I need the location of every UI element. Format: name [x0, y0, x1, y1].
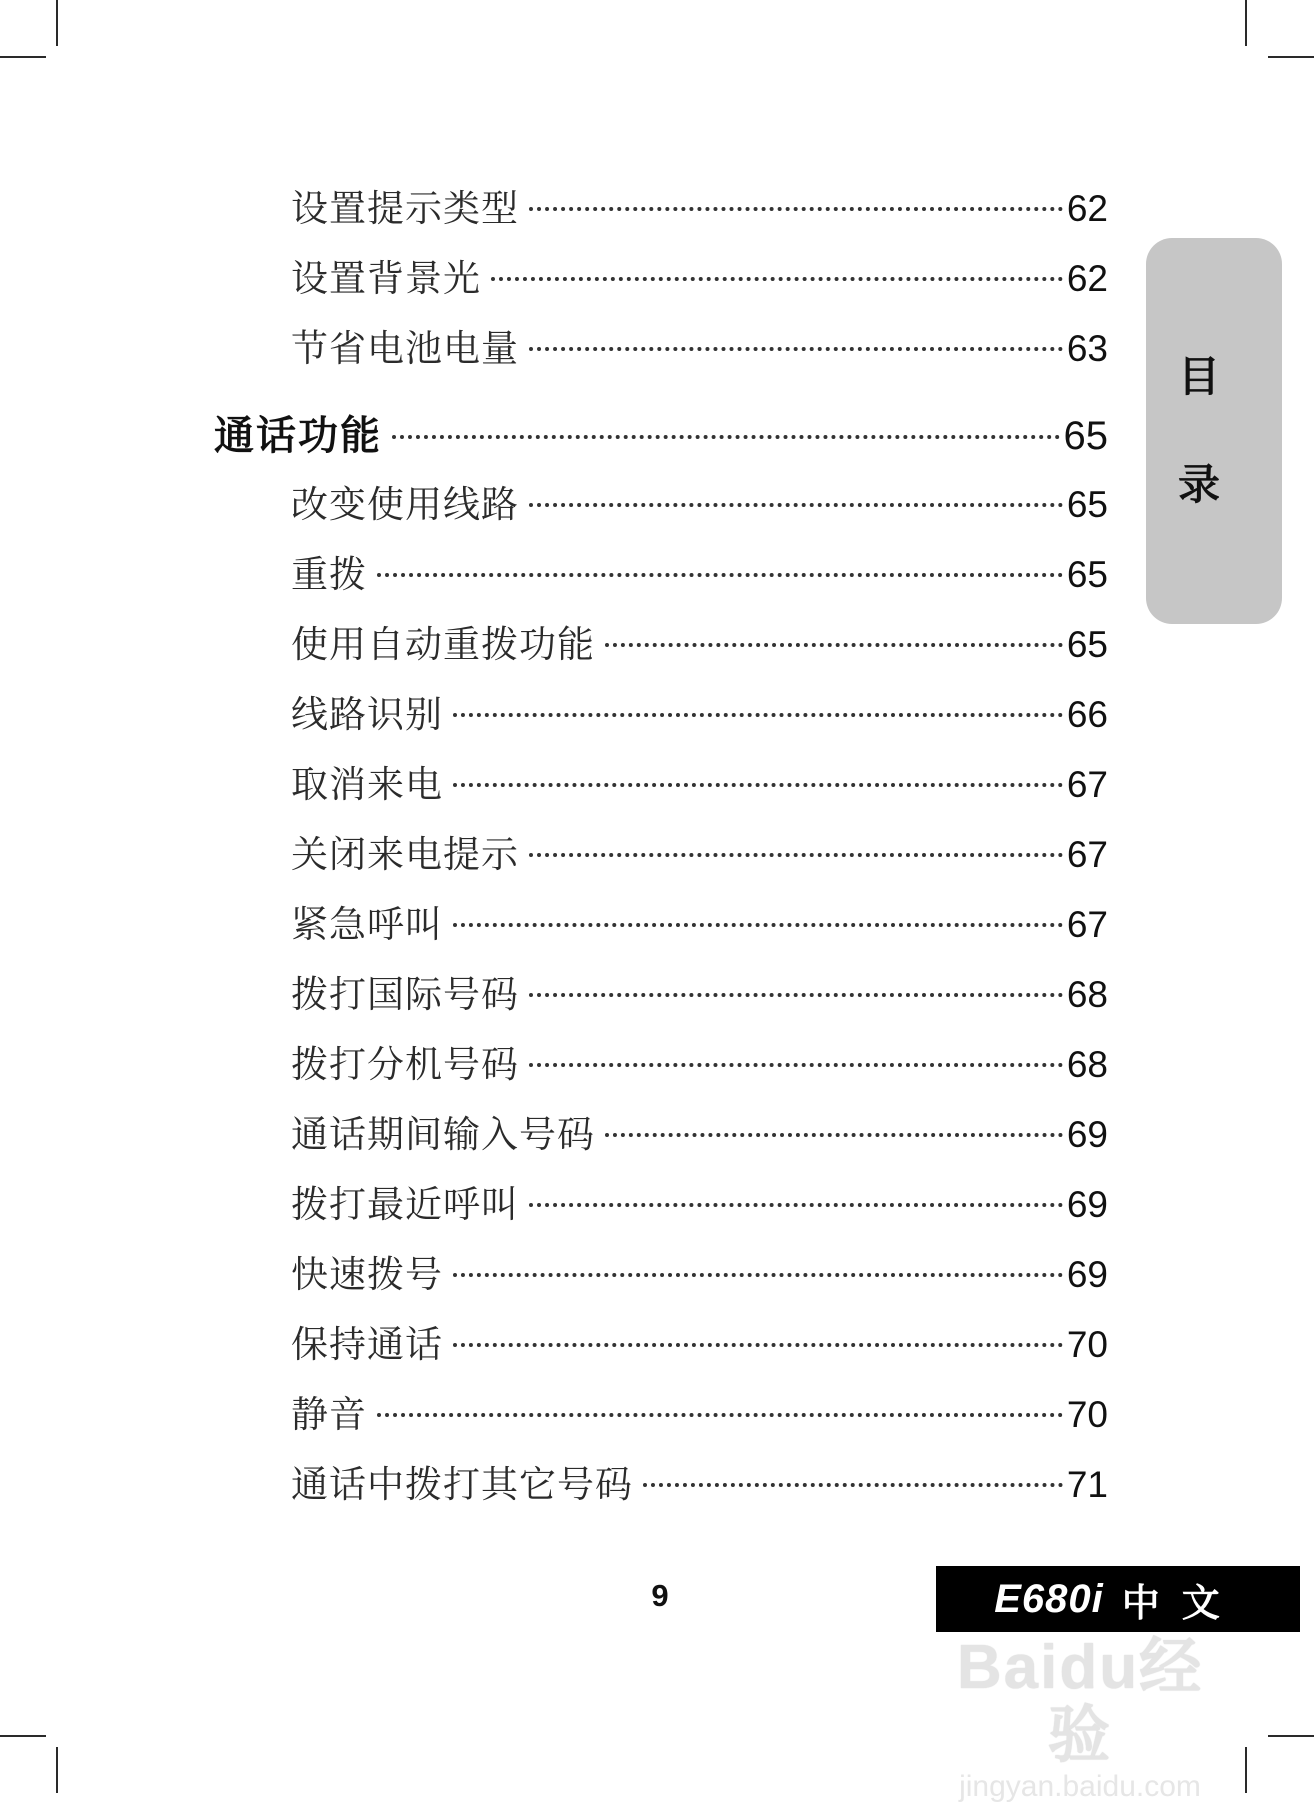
toc-entry[interactable] [291, 474, 1108, 524]
toc-entry[interactable] [291, 544, 1108, 594]
toc-entry[interactable] [291, 1454, 1108, 1504]
toc-entry-page: 65 [1066, 624, 1108, 665]
toc-entry-title: 静音 [291, 1393, 367, 1436]
toc-entry-page: 70 [1066, 1394, 1108, 1435]
watermark-url: jingyan.baidu.com [959, 1770, 1201, 1803]
toc-leader-dots [529, 1203, 1063, 1207]
brand-model: E680i [994, 1576, 1104, 1621]
toc-entry-title: 拨打国际号码 [291, 973, 519, 1016]
brand-box [936, 1566, 1300, 1632]
toc-section-page: 65 [1063, 414, 1108, 458]
toc-leader-dots [392, 435, 1060, 439]
toc-entry-page: 69 [1066, 1254, 1108, 1295]
toc-entry[interactable] [291, 1314, 1108, 1364]
toc-leader-dots [529, 1063, 1063, 1067]
toc-entry-page: 70 [1066, 1324, 1108, 1365]
toc-leader-dots [529, 993, 1063, 997]
toc-entry-title: 节省电池电量 [291, 327, 519, 370]
toc-entry-title: 线路识别 [291, 693, 443, 736]
toc-entry-title: 取消来电 [291, 763, 443, 806]
toc-entry-title: 快速拨号 [291, 1253, 443, 1296]
toc-section-heading[interactable] [214, 404, 1108, 458]
toc-entry[interactable] [291, 1384, 1108, 1434]
toc-entry-title: 关闭来电提示 [291, 833, 519, 876]
toc-leader-dots [491, 277, 1063, 281]
toc-entry-title: 通话期间输入号码 [291, 1113, 595, 1156]
toc-leader-dots [377, 1413, 1063, 1417]
toc-entry-page: 63 [1066, 328, 1108, 369]
baidu-watermark [930, 1634, 1230, 1803]
toc-entry[interactable] [291, 1244, 1108, 1294]
toc-entry-title: 使用自动重拨功能 [291, 623, 595, 666]
toc-leader-dots [529, 503, 1063, 507]
side-tab-char-1: 目 [1177, 352, 1220, 401]
toc-entry-title: 重拨 [291, 553, 367, 596]
toc-entry-title: 设置背景光 [291, 257, 481, 300]
page-number: 9 [651, 1578, 669, 1613]
toc-entry-page: 68 [1066, 974, 1108, 1015]
toc-entry-title: 通话中拨打其它号码 [291, 1463, 633, 1506]
side-tab [1146, 238, 1282, 624]
toc-leader-dots [453, 713, 1063, 717]
toc-entry-page: 67 [1066, 764, 1108, 805]
toc-entry[interactable] [291, 894, 1108, 944]
toc-leader-dots [377, 573, 1063, 577]
watermark-logo: Baidu经验 [956, 1633, 1204, 1771]
toc-leader-dots [453, 923, 1063, 927]
toc-leader-dots [453, 783, 1063, 787]
toc-leader-dots [643, 1483, 1063, 1487]
toc-entry-page: 66 [1066, 694, 1108, 735]
toc-entry-title: 设置提示类型 [291, 187, 519, 230]
toc-entry-page: 62 [1066, 258, 1108, 299]
toc-entry[interactable] [291, 248, 1108, 298]
toc-entry-page: 69 [1066, 1114, 1108, 1155]
toc-entry-page: 65 [1066, 484, 1108, 525]
toc-entry-title: 改变使用线路 [291, 483, 519, 526]
toc-entry[interactable] [291, 318, 1108, 368]
toc-leader-dots [529, 207, 1063, 211]
toc-entry-page: 67 [1066, 834, 1108, 875]
toc-entry-title: 拨打分机号码 [291, 1043, 519, 1086]
toc-leader-dots [529, 853, 1063, 857]
toc-entry-page: 67 [1066, 904, 1108, 945]
toc-entry[interactable] [291, 178, 1108, 228]
toc-leader-dots [605, 643, 1063, 647]
toc-entry[interactable] [291, 824, 1108, 874]
toc-entry[interactable] [291, 754, 1108, 804]
toc-leader-dots [453, 1343, 1063, 1347]
toc-entry[interactable] [291, 614, 1108, 664]
toc-entry-page: 65 [1066, 554, 1108, 595]
toc-entry[interactable] [291, 1104, 1108, 1154]
toc-entry-title: 紧急呼叫 [291, 903, 443, 946]
toc-section-title: 通话功能 [214, 413, 382, 459]
toc-entry-title: 保持通话 [291, 1323, 443, 1366]
toc-entry[interactable] [291, 1174, 1108, 1224]
toc-leader-dots [453, 1273, 1063, 1277]
toc-entry-title: 拨打最近呼叫 [291, 1183, 519, 1226]
toc-entry-page: 62 [1066, 188, 1108, 229]
toc-entry[interactable] [291, 964, 1108, 1014]
toc-entry[interactable] [291, 684, 1108, 734]
toc-entry[interactable] [291, 1034, 1108, 1084]
toc-leader-dots [605, 1133, 1063, 1137]
side-tab-char-2: 录 [1177, 460, 1220, 509]
toc-leader-dots [529, 347, 1063, 351]
toc-entry-page: 71 [1066, 1464, 1108, 1505]
toc-entry-page: 68 [1066, 1044, 1108, 1085]
brand-language: 中文 [1121, 1580, 1242, 1625]
toc-entry-page: 69 [1066, 1184, 1108, 1225]
